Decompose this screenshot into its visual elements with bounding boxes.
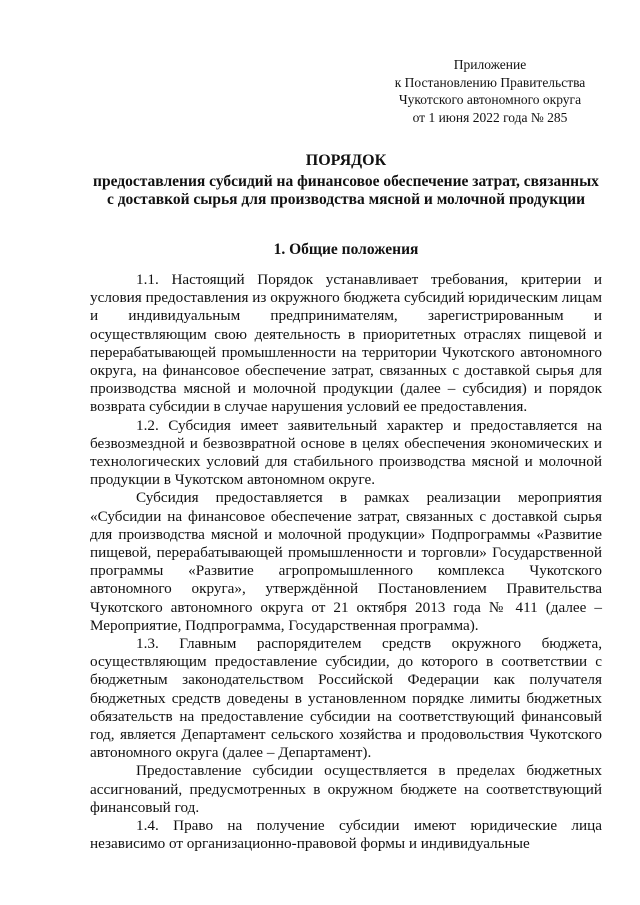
appendix-line-2: к Постановлению Правительства	[394, 74, 586, 90]
paragraph-1-4: 1.4. Право на получение субсидии имеют юридические лица независимо от организационно-правовой формы и индивидуальные	[90, 817, 602, 853]
document-subtitle: предоставления субсидий на финансовое обеспечение затрат, связанных с доставкой сырья для производства мясной и молочной продукции	[93, 172, 599, 208]
paragraph-1-3: 1.3. Главным распорядителем средств окружного бюджета, осуществляющим предоставление субсидии, до которого в соответствии с бюджетным законодательством Российской Федерации как получателя бюджетных средств доведены в установленном порядке лимиты бюджетных обязательств на предоставление субсидии на соответствующий финансовый год, является Департамент сельского хозяйства и продовольствия Чукотского автономного округа (далее – Департамент).	[90, 635, 602, 762]
appendix-line-1: Приложение	[453, 57, 527, 72]
appendix-line-3: Чукотского автономного округа	[398, 92, 582, 107]
appendix-block	[380, 56, 600, 126]
section-title: 1. Общие положения	[273, 241, 419, 258]
document-title: ПОРЯДОК	[305, 152, 387, 169]
paragraph-1-1: 1.1. Настоящий Порядок устанавливает требования, критерии и условия предоставления из окружного бюджета субсидий юридическим лицам и индивидуальным предпринимателям, зарегистрированным и осуществляющим свою деятельность в приоритетных отраслях пищевой и перерабатывающей промышленности на территории Чукотского автономного округа, на финансовое обеспечение затрат, связанных с доставкой сырья для производства мясной и молочной продукции (далее – субсидия) и порядок возврата субсидии в случае нарушения условий ее предоставления.	[90, 271, 602, 416]
paragraph-budget-allocations: Предоставление субсидии осуществляется в пределах бюджетных ассигнований, предусмотренных в окружном бюджете на соответствующий финансовый год.	[90, 762, 602, 816]
paragraph-1-2: 1.2. Субсидия имеет заявительный характер и предоставляется на безвозмездной и безвозвратной основе в целях обеспечения экономических и технологических условий для стабильного производства мясной и молочной продукции в Чукотском автономном округе.	[90, 416, 602, 489]
paragraph-subsidy-program: Субсидия предоставляется в рамках реализации мероприятия «Субсидии на финансовое обеспечение затрат, связанных с доставкой сырья для производства мясной и молочной продукции» Подпрограммы «Развитие пищевой, перерабатывающей промышленности и торговли» Государственной программы «Развитие агропромышленного комплекса Чукотского автономного округа», утверждённой Постановлением Правительства Чукотского автономного округа от 21 октября 2013 года № 411 (далее – Мероприятие, Подпрограмма, Государственная программа).	[90, 489, 602, 634]
document-heading	[90, 152, 602, 210]
document-body	[90, 271, 602, 854]
appendix-line-4: от 1 июня 2022 года № 285	[412, 109, 568, 125]
